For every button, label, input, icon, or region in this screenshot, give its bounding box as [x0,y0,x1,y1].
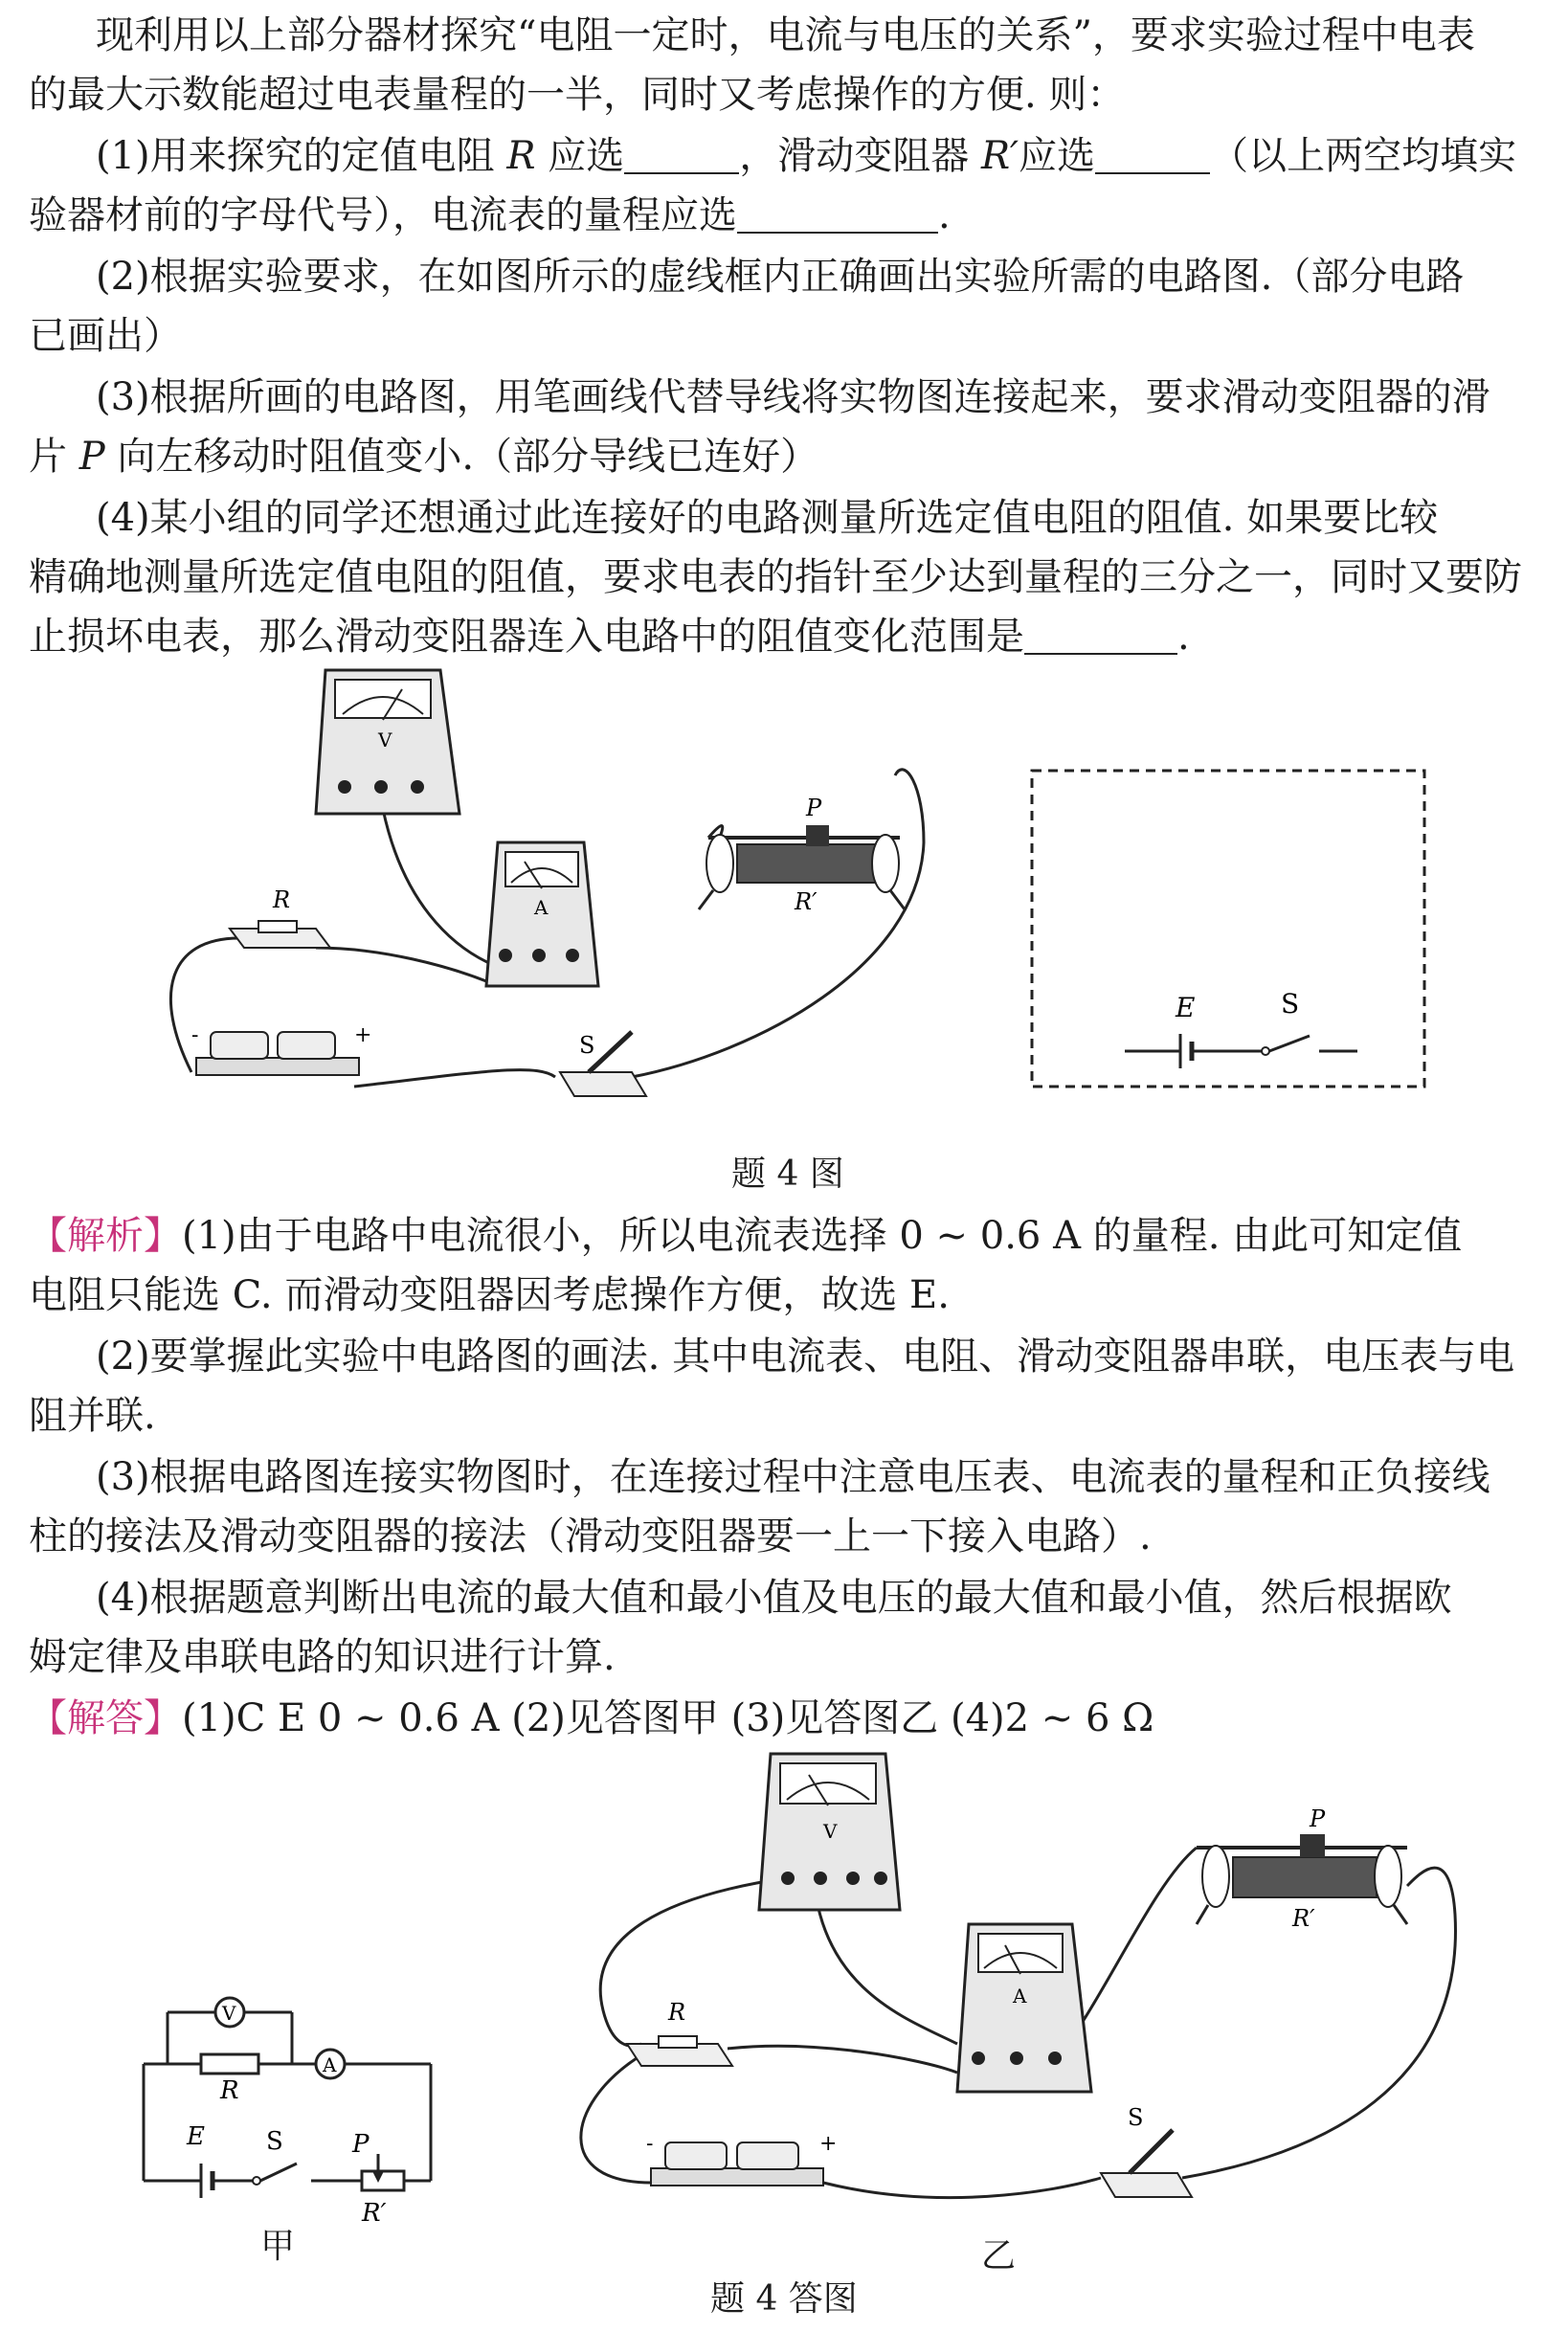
battery-pos: + [354,1023,372,1047]
slider-2-label: P [1310,1805,1326,1832]
blank-ammeter-range[interactable] [737,190,938,234]
rheostat-device [699,795,905,915]
voltmeter-2-label: V [823,1820,838,1843]
intro-line-2: 的最大示数能超过电表量程的一半，同时又考虑操作的方便. 则： [29,73,1126,117]
ammeter-label: A [534,896,549,919]
voltmeter-label: V [378,729,392,751]
q4-line-2: 精确地测量所选定值电阻的阻值，要求电表的指针至少达到量程的三分之一，同时又要防 [29,555,1522,599]
switch-2-label: S [1128,2104,1144,2131]
voltmeter-device [316,670,459,814]
wire2-voltmeter-resistor [600,1878,785,2046]
box-E-label: E [1176,992,1196,1023]
resistor-device-2 [627,1999,732,2066]
schem-E-label: E [187,2122,205,2151]
wire-switch-rheostat [632,770,924,1077]
wire2-resistor-battery [581,2058,654,2183]
sub-caption-yi: 乙 [981,2236,1017,2276]
wire-resistor-ammeter [316,948,486,981]
analysis-line-2: 电阻只能选 C. 而滑动变阻器因考虑操作方便，故选 E. [29,1273,950,1317]
analysis-line-8: 姆定律及串联电路的知识进行计算. [29,1635,616,1679]
analysis-line-7: (4)根据题意判断出电流的最大值和最小值及电压的最大值和最小值，然后根据欧 [96,1576,1452,1620]
schem-A-label: A [323,2053,337,2076]
ammeter-device [486,842,598,986]
q2-line-1: (2)根据实验要求，在如图所示的虚线框内正确画出实验所需的电路图.（部分电路 [96,255,1465,299]
answer-tag: 【解答】 [29,1696,182,1740]
q2-line-2: 已画出） [29,314,182,358]
slider-label: P [806,795,822,821]
blank-rheostat[interactable] [1095,130,1210,174]
q1-line-1: (1)用来探究的定值电阻 R 应选 ，滑动变阻器 R′应选 （以上两空均填实 [96,126,1551,186]
ammeter-device-2 [957,1924,1091,2092]
schematic-box [1032,771,1424,1087]
ammeter-2-label: A [1013,1984,1027,2007]
blank-resistor[interactable] [624,130,739,174]
schem-S-label: S [266,2127,283,2156]
schem-R-label: R [220,2076,239,2105]
figure-2-caption: 题 4 答图 [710,2279,858,2319]
battery-2-neg: - [646,2132,654,2156]
schem-Rp-label: R′ [362,2199,387,2228]
q1-line-2: 验器材前的字母代号），电流表的量程应选 . [29,186,1551,245]
wire-voltmeter-ammeter [383,809,498,967]
wire-battery-switch [354,1070,555,1087]
switch-device [560,1032,646,1096]
wire2-battery-switch [823,2178,1101,2198]
rheostat-device-2 [1197,1805,1407,1932]
answer-line: 【解答】(1)C E 0 ~ 0.6 A (2)见答图甲 (3)见答图乙 (4)2 ~ 6 Ω [29,1696,1154,1740]
q3-line-1: (3)根据所画的电路图，用笔画线代替导线将实物图连接起来，要求滑动变阻器的滑 [96,375,1490,419]
analysis-line-6: 柱的接法及滑动变阻器的接法（滑动变阻器要一上一下接入电路）. [29,1514,1152,1558]
analysis-line-3: (2)要掌握此实验中电路图的画法. 其中电流表、电阻、滑动变阻器串联，电压表与电 [96,1334,1515,1379]
wire2-switch-rheostat [1182,1868,1455,2178]
box-S-label: S [1281,988,1300,1020]
figure-1 [0,651,1568,1149]
intro-line-1: 现利用以上部分器材探究“电阻一定时，电流与电压的关系”，要求实验过程中电表 [96,13,1475,57]
analysis-tag: 【解析】 [29,1214,182,1258]
q3-line-2: 片 P 向左移动时阻值变小.（部分导线已连好） [29,435,819,479]
figure-1-caption: 题 4 图 [731,1155,844,1194]
q4-line-1: (4)某小组的同学还想通过此连接好的电路测量所选定值电阻的阻值. 如果要比较 [96,496,1439,540]
voltmeter-device-2 [759,1754,900,1910]
q4-line-3: 止损坏电表，那么滑动变阻器连入电路中的阻值变化范围是 . [29,607,1551,666]
schem-P-label: P [352,2130,370,2159]
blank-rheostat-range[interactable] [1024,611,1177,655]
wire2-resistor-ammeter [728,2046,957,2073]
rheostat-label: R′ [795,888,818,915]
analysis-line-1: 【解析】(1)由于电路中电流很小，所以电流表选择 0 ~ 0.6 A 的量程. 由此可知定值 [29,1214,1463,1258]
battery-device-2 [646,2132,837,2186]
sub-caption-jia: 甲 [260,2227,296,2266]
schem-V-label: V [222,2002,236,2025]
figure-2 [0,1742,1568,2259]
battery-2-pos: + [819,2132,838,2156]
resistor-2-label: R [668,1999,686,2026]
switch-label: S [579,1032,595,1059]
resistor-device [230,886,330,948]
analysis-line-5: (3)根据电路图连接实物图时，在连接过程中注意电压表、电流表的量程和正负接线 [96,1455,1490,1499]
analysis-line-4: 阻并联. [29,1394,156,1438]
switch-device-2 [1101,2104,1192,2197]
rheostat-2-label: R′ [1292,1905,1315,1932]
battery-device [191,1023,371,1075]
resistor-label: R [273,886,291,913]
battery-neg: - [191,1023,199,1047]
